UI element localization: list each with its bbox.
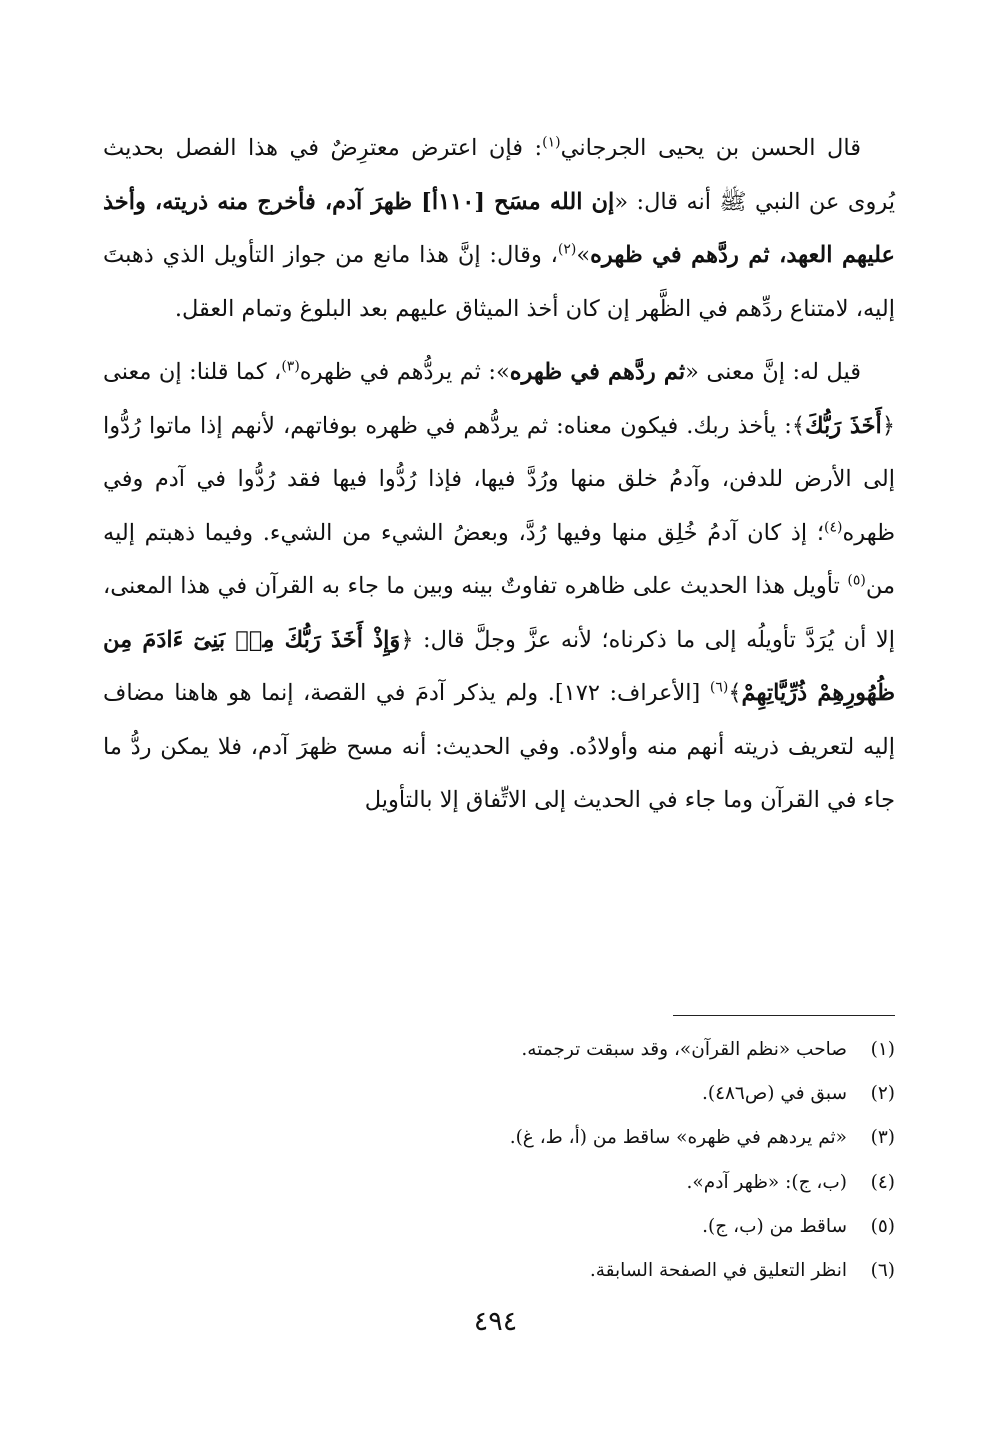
- text-run: ؛ إذ كان آدمُ خُلِق منها وفيها رُدَّ، وبعضُ الشيء من الشيء. وفيما ذهبتم إليه من: [103, 519, 895, 599]
- footnote-text: انظر التعليق في الصفحة السابقة.: [589, 1260, 847, 1282]
- text-run: ﴾: [728, 680, 742, 706]
- footnote-reference: (٢): [557, 241, 577, 258]
- footnote-item: [103, 1072, 895, 1116]
- paragraph: [103, 122, 895, 336]
- quoted-text: أَخَذَ رَبُّكَ: [805, 412, 882, 439]
- footnote-number: (٤): [870, 1171, 895, 1193]
- footnote-number: (١): [870, 1039, 895, 1060]
- footnote-reference: (٦): [709, 679, 729, 696]
- footnote-item: [103, 1161, 895, 1205]
- text-run: ، وقال: إنَّ هذا مانع من جواز التأويل الذي ذهبتَ إليه، لامتناع ردِّهم في الظَّهر إن كان أخذ الميثاق عليهم بعد البلوغ وتمام العقل.: [103, 242, 895, 322]
- quoted-text: إن الله مسَح [١١٠أ] ظهرَ آدم، فأخرج منه ذريته، وأخذ عليهم العهد، ثم ردَّهم في ظهره: [103, 188, 895, 268]
- text-run: ، كما قلنا: إن معنى ﴿: [103, 359, 895, 439]
- text-run: : فإن اعترض معترِضٌ في هذا الفصل بحديث يُروى عن النبي ﷺ أنه قال: «: [103, 135, 895, 215]
- footnote-reference: (٥): [847, 572, 866, 589]
- footnote-item: [103, 1249, 895, 1293]
- footnote-text: سبق في (ص٤٨٦).: [701, 1083, 847, 1105]
- footnote-reference: (٤): [824, 519, 843, 535]
- footnote-text: (ب، ج): «ظهر آدم».: [686, 1171, 847, 1193]
- footnote-text: صاحب «نظم القرآن»، وقد سبقت ترجمته.: [521, 1039, 847, 1060]
- footnote-number: (٢): [870, 1083, 895, 1105]
- footnotes-list: [103, 1028, 895, 1293]
- text-run: تأويل هذا الحديث على ظاهره تفاوتٌ بينه وبين ما جاء به القرآن في هذا المعنى، إلا أن يُرَدَّ تأويلُه إلى ما ذكرناه؛ لأنه عزَّ وجلَّ قال: ﴿: [103, 573, 895, 653]
- footnote-number: (٥): [870, 1215, 895, 1237]
- footnote-text: ساقط من (ب، ج).: [702, 1215, 847, 1237]
- footnote-item: [103, 1028, 895, 1072]
- footnote-item: [103, 1205, 895, 1249]
- text-run: »: ثم يردُّهم في ظهره: [299, 359, 510, 385]
- text-run: [الأعراف: ١٧٢]. ولم يذكر آدمَ في القصة، إنما هو هاهنا مضاف إليه لتعريف ذريته أنهم منه وأولادُه. وفي الحديث: أنه مسح ظهرَ آدم، فلا يمكن ردُّ ما جاء في القرآن وما جاء في الحديث إلى الاتِّفاق إلا بالتأويل: [103, 680, 895, 813]
- paragraph: [103, 346, 895, 828]
- text-run: »: [576, 242, 591, 268]
- footnote-reference: (٣): [281, 358, 300, 375]
- footnote-number: (٦): [870, 1260, 895, 1282]
- main-text: [103, 122, 895, 828]
- text-run: ﴾: يأخذ ربك. فيكون معناه: ثم يردُّهم في ظهره بوفاتهم، لأنهم إذا ماتوا رُدُّوا إلى الأرض للدفن، وآدمُ خلق منها ورُدَّ فيها، فإذا رُدُّوا فيها فقد رُدُّوا في آدم وفي ظهره: [103, 412, 895, 546]
- footnote-number: (٣): [870, 1127, 895, 1149]
- quoted-text: ثم ردَّهم في ظهره: [509, 359, 686, 385]
- text-run: قال الحسن بن يحيى الجرجاني: [560, 135, 861, 161]
- footnote-item: [103, 1116, 895, 1160]
- text-run: قيل له: إنَّ معنى «: [685, 359, 862, 385]
- quoted-text: وَإِذْ أَخَذَ رَبُّكَ مِنۢ بَنِىٓ ءَادَمَ مِن ظُهُورِهِمْ ذُرِّيَّاتِهِمْ: [103, 626, 895, 706]
- page-number: ٤٩٤: [473, 1306, 518, 1337]
- footnote-text: «ثم يردهم في ظهره» ساقط من (أ، ط، غ).: [509, 1127, 847, 1149]
- footnote-reference: (١): [542, 134, 561, 151]
- footnote-divider: [673, 1015, 895, 1016]
